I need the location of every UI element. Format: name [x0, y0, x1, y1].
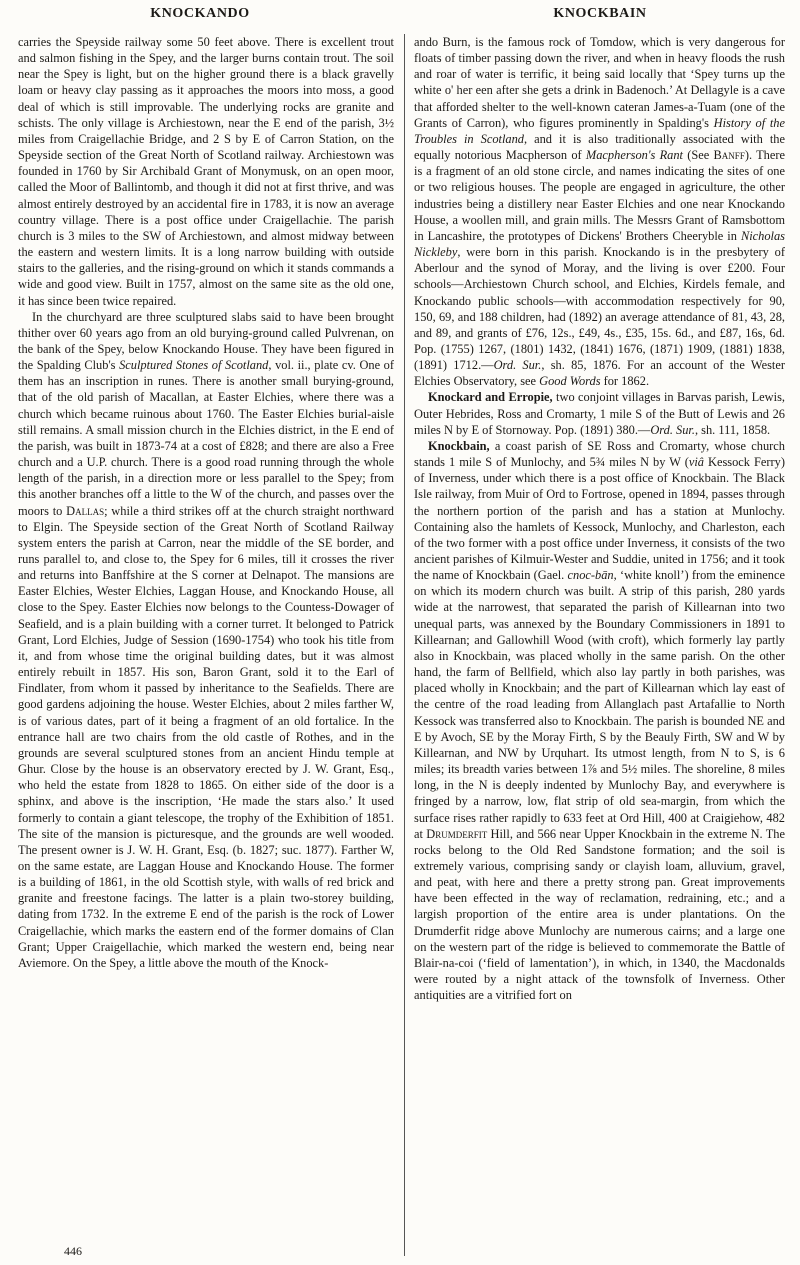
- entry-knockard-and-erropie: Knockard and Erropie, two conjoint villages in Barvas parish, Lewis, Outer Hebrides, Ross and Cromarty, 1 mile S of the Butt of Lewis and 26 miles N by E of Stornoway. Pop. (1891) 380.—Ord. Sur., sh. 111, 1858.: [414, 390, 785, 437]
- italic-title: Sculptured Stones of Scotland: [119, 358, 269, 373]
- column-rule: [404, 34, 405, 1256]
- italic-title: Nicholas Nickleby: [414, 228, 785, 260]
- right-running-head: KNOCKBAIN: [553, 6, 647, 21]
- entry-headword: Knockbain,: [428, 438, 490, 453]
- entry-headword: Knockard and Erropie,: [428, 390, 553, 405]
- italic-abbrev: Ord. Sur.: [493, 358, 542, 373]
- entry-knockbain: Knockbain, a coast parish of SE Ross and Cromarty, whose church stands 1 mile S of Munlochy, and 5¾ miles N by W (viâ Kessock Ferry) of Inverness, under which there is a post office of Knockbain. The Black Isle railway, from Muir of Ord to Fortrose, opened in 1894, passes through the northern portion of the parish and has a station at Munlochy. Containing also the hamlets of Kessock, Munlochy, and Charleston, each of the two former with a post office under Inverness, it consists of the two ancient parishes of Kilmuir-Wester and Suddie, united in 1756; and it took the name of Knockbain (Gael. cnoc-bān, ‘white knoll’) from the eminence on which its modern church was built. A strip of this parish, 280 yards wide at the narrowest, that separated the parish of Killearnan into two unequal parts, was annexed by the Boundary Commissioners in 1891 to Killearnan; and Gallowhill Wood (with croft), which formerly lay partly also in Knockbain, was placed wholly in the same parish. On the other hand, the farm of Bellfield, which also lay partly in both parishes, was placed wholly in Knockbain; and the part of Killearnan which lay east of the centre of the road leading from Allanglach past Artafallie to North Kessock was transferred also to Knockbain. The parish is bounded NE and E by Avoch, SE by the Moray Firth, S by the Beauly Firth, SW and W by Killearnan, and NW by Urquhart. Its utmost length, from N to S, is 6 miles; its breadth varies between 1⅞ and 5½ miles. The shoreline, 8 miles long, in the N is deeply indented by Munlochy Bay, and everywhere is fringed by a narrow, low, flat strip of old sea-margin, from which the surface rises rather rapidly to 633 feet at Ord Hill, 400 at Craigiehow, 482 at Drumderfit Hill, and 566 near Upper Knockbain in the extreme N. The rocks belong to the Old Red Sandstone formation; and the soil is extremely various, comprising sandy or clayish loam, alluvium, gravel, and peat, with here and there a pretty strong pan. Great improvements have been effected in the way of reclamation, redraining, etc.; and a largish proportion of the entire area is under plantations. On the Drumderfit ridge above Munlochy are numerous cairns; and a large one on the western part of the ridge is believed to commemorate the Battle of Blair-na-coi (‘field of lamentation’), in which, in 1340, the Macdonalds were routed by a night attack of the townsfolk of Inverness. Other antiquities are a vitrified fort on: [414, 438, 785, 1003]
- italic-abbrev: Ord. Sur.: [650, 422, 695, 437]
- right-column: [414, 34, 785, 1256]
- paragraph-knockando-continued: carries the Speyside railway some 50 feet above. There is excellent trout and salmon fishing in the Spey, and the larger burns contain trout. The soil near the Spey is light, but on the higher ground there is a black gravelly loam or heavy clay passing as it approaches the moors into moss, a good deal of which is still improvable. The underlying rocks are granite and schists. The only village is Archiestown, near the E end of the parish, 3½ miles from Craigellachie Bridge, and 2 S by E of Carron Station, on the Speyside section of the Great North of Scotland railway. Archiestown was founded in 1760 by Sir Archibald Grant of Monymusk, on an open moor, called the Moor of Ballintomb, and though it did not at first thrive, and was almost entirely destroyed by an accidental fire in 1783, it is now an average country village. There is a post office under Craigellachie. The parish church is 3 miles to the SW of Archiestown, and almost midway between the eastern and western limits. It is a long narrow building with outside stairs to the galleries, and the rising-ground on which it stands commands a wide and good view. Built in 1757, almost on the same site as the old one, it has since been twice repaired.: [18, 35, 394, 308]
- paragraph-knockando-end: ando Burn, is the famous rock of Tomdow, which is very dangerous for floats of timber passing down the river, and when in heavy floods the rush and roar of water is terrific, it being said locally that ‘Spey turns up the white o' her een after she gets a drink in Badenoch.’ At Dellagyle is a cave that afforded shelter to the well-known cateran James-a-Tuam (one of the Grants of Carron), who figures prominently in Spalding's History of the Troubles in Scotland, and it is also traditionally associated with the equally notorious Macpherson of Macpherson's Rant (See Banff). There is a fragment of an old stone circle, and names indicating the sites of one or two religious houses. The people are engaged in agriculture, the other industries being a distillery near Easter Elchies and one near Knockando House, a woollen mill, and grain mills. The Messrs Grant of Ramsbottom in Lancashire, the prototypes of Dickens' Brothers Cheeryble in Nicholas Nickleby, were born in this parish. Knockando is in the presbytery of Aberlour and the synod of Moray, and the living is over £200. Four schools—Archiestown Church school, and Elchies, Kirdels female, and Knockando public schools—with accommodation respectively for 90, 150, 69, and 188 children, had (1892) an average attendance of 81, 43, 28, and 89, and grants of £76, 12s., £49, 4s., £35, 15s. 6d., and £87, 16s, 6d. Pop. (1755) 1267, (1801) 1432, (1841) 1676, (1871) 1909, (1881) 1838, (1891) 1712.—Ord. Sur., sh. 85, 1876. For an account of the Wester Elchies Observatory, see Good Words for 1862.: [414, 35, 785, 389]
- running-header: [0, 6, 800, 28]
- left-running-head: KNOCKANDO: [150, 6, 250, 21]
- paragraph-churchyard: In the churchyard are three sculptured slabs said to have been brought thither over 60 years ago from an old burying-ground called Pulvrenan, on the bank of the Spey, below Knockando House. They have been figured in the Spalding Club's Sculptured Stones of Scotland, vol. ii., plate cv. One of them has an inscription in runes. There is another small burying-ground, that of the old parish of Macallan, at Easter Elchies, where there was a church which became ruinous about 1760. The Easter Elchies burial-aisle still remains. A small mission church in the Elchies district, in the E end of the parish, was built in 1873-74 at a cost of £828; and there are also a Free church and a U.P. church. There is a good road running through the whole length of the parish, in a direction more or less parallel to the Spey; from this another branches off a little to the W of the church, and passes over the moors to Dallas; while a third strikes off at the church straight northward to Elgin. The Speyside section of the Great North of Scotland Railway system enters the parish at Carron, near the middle of the SE border, and runs parallel to, and close to, the Spey for 6 miles, till it crosses the river and returns into Banffshire at the S corner at Delnapot. The mansions are Easter Elchies, Wester Elchies, Laggan House, and Knockando House, all close to the Spey. Easter Elchies now belongs to the Countess-Dowager of Seafield, and is a plain building with a corner turret. It belonged to Patrick Grant, Lord Elchies, Judge of Session (1690-1754) who took his title from it, and from whose time the original building dates, but it was almost entirely rebuilt in 1857. His son, Baron Grant, sold it to the Earl of Findlater, from whom it passed by inheritance to the Seafields. There are good gardens adjoining the house. Wester Elchies, about 2 miles farther W, is of various dates, part of it being a fragment of an old fortalice. In the entrance hall are two chairs from the old castle of Rothes, and in the grounds are several sculptured stones from an ancient Hindu temple at Ghur. Close by the house is an observatory erected by J. W. Grant, Esq., who held the estate from 1828 to 1865. On either side of the door is a sphinx, and above is the inscription, ‘He made the stars also.’ It used formerly to contain a giant telescope, the trophy of the Exhibition of 1851. The site of the mansion is picturesque, and the grounds are well wooded. The present owner is J. W. H. Grant, Esq. (b. 1827; suc. 1877). Farther W, on the same estate, are Laggan House and Knockando House. The former is a building of 1861, in the old Scottish style, with walls of red brick and granite and freestone facings. The latter is a plain two-storey building, dating from 1732. In the extreme E end of the parish is the rock of Lower Craigellachie, which marks the eastern end of the former domains of Clan Grant; Upper Craigellachie, which marked the western end, being near Aviemore. On the Spey, a little above the mouth of the Knock-: [18, 309, 394, 970]
- italic-word: cnoc-bān: [567, 568, 614, 583]
- cross-reference: Drumderfit: [426, 826, 488, 841]
- cross-reference: Dallas: [66, 503, 105, 518]
- italic-title: History of the Troubles in Scotland: [414, 115, 785, 146]
- page-number: 446: [64, 1244, 82, 1258]
- left-column: [18, 34, 394, 1246]
- italic-word: viâ: [688, 455, 704, 470]
- cross-reference: Banff: [713, 148, 745, 163]
- italic-title: Macpherson's Rant: [585, 148, 683, 163]
- italic-title: Good Words: [539, 374, 601, 389]
